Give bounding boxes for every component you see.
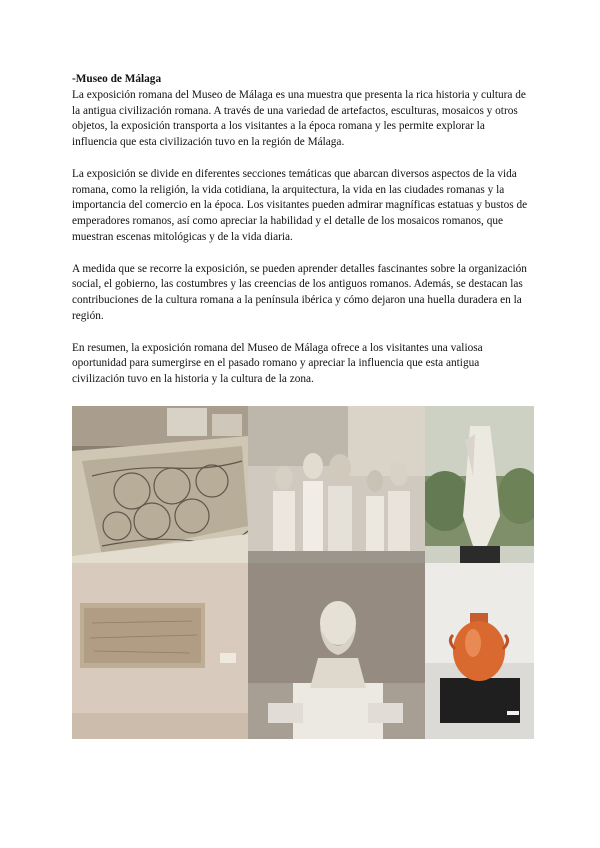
article-text: [72, 72, 532, 404]
paragraph-3: A medida que se recorre la exposición, se pueden aprender detalles fascinantes sobre la organización social, el gobierno, las costumbres y las creencias de los antiguos romanos. Además, se destacan las contribuciones de la cultura romana a la península ibérica y cómo dejaron una huella duradera en la región.: [72, 262, 527, 322]
photo-amphora: [425, 563, 534, 739]
photo-busts: [248, 406, 425, 563]
photo-gallery: [72, 406, 534, 739]
photo-bearded-bust: [248, 563, 425, 739]
paragraph-2: La exposición se divide en diferentes secciones temáticas que abarcan diversos aspectos de la vida romana, como la religión, la vida cotidiana, la arquitectura, la vida en las ciudades romanas y la importancia del comercio en la época. Los visitantes pueden admirar magníficas estatuas y bustos de emperadores romanos, así como apreciar la habilidad y el detalle de los mosaicos romanos, que muestran escenas mitológicas y de la vida diaria.: [72, 167, 528, 243]
paragraph-4: En resumen, la exposición romana del Museo de Málaga ofrece a los visitantes una valiosa oportunidad para sumergirse en el pasado romano y apreciar la influencia que esta antigua civilización tuvo en la historia y la cultura de la zona.: [72, 341, 483, 386]
article-title: -Museo de Málaga: [72, 73, 162, 85]
paragraph-1: La exposición romana del Museo de Málaga es una muestra que presenta la rica historia y cultura de la antigua civilización romana. A través de una variedad de artefactos, esculturas, mosaicos y otros objetos, la exposición transporta a los visitantes a la época romana y les permite explorar la influencia que esta civilización tuvo en la región de Málaga.: [72, 88, 526, 149]
photo-relief: [72, 563, 248, 739]
photo-mosaic: [72, 406, 248, 563]
photo-statue: [425, 406, 534, 563]
